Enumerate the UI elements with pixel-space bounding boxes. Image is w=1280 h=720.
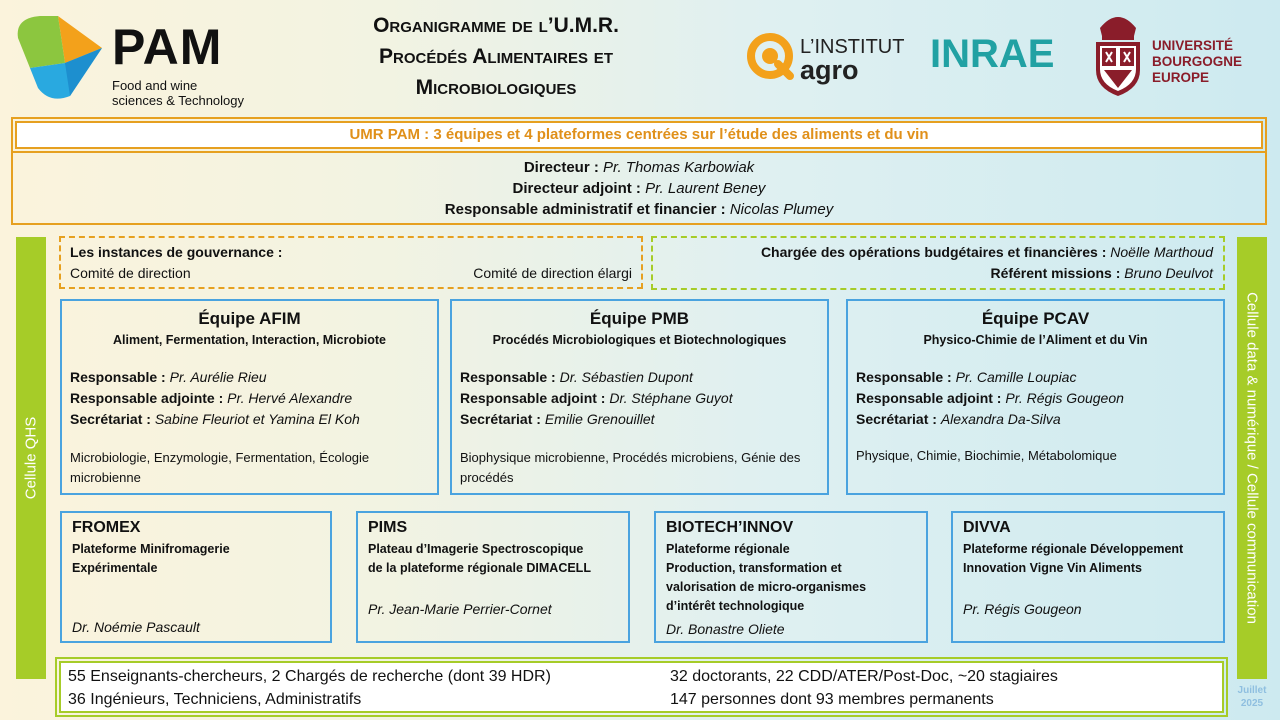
deputy-director-line: Directeur adjoint : Pr. Laurent Beney [512,180,766,197]
governance-item-2: Comité de direction élargi [473,265,632,281]
platform-manager: Dr. Bonastre Oliete [666,621,785,637]
budget-box [651,236,1225,290]
team-people: Responsable : Pr. Camille Loupiac Responsable adjoint : Pr. Régis Gougeon Secrétariat : Alexandra Da-Silva [856,369,1124,427]
platform-pims-box [356,511,630,643]
team-subtitle: Procédés Microbiologiques et Biotechnologiques [492,333,787,347]
team-keywords: Physique, Chimie, Biochimie, Métabolomique [856,448,1117,463]
team-pmb-box [450,299,829,495]
team-people: Responsable : Dr. Sébastien Dupont Responsable adjoint : Dr. Stéphane Guyot Secrétariat : Emilie Grenouillet [460,369,733,427]
director-line: Directeur : Pr. Thomas Karbowiak [523,159,755,176]
cellule-qhs-bar [16,237,46,679]
cellule-qhs-label: Cellule QHS [22,416,40,500]
page-title: Organigramme de l’U.M.R. Procédés Alimentaires et Microbiologiques [373,14,619,99]
platform-description: Plateforme régionale Production, transformation et valorisation de micro-organismes d’intérêt technologique [666,542,867,613]
staff-summary-left: 55 Enseignants-chercheurs, 2 Chargés de recherche (dont 39 HDR) 36 Ingénieurs, Techniciens, Administratifs [68,668,551,708]
platform-biotechinnov-box [654,511,928,643]
platform-divva-box [951,511,1225,643]
direction-box [11,153,1267,225]
pam-logo-subtitle: Food and wine sciences & Technology [112,78,245,108]
governance-box [59,236,643,289]
platform-description: Plateau d’Imagerie Spectroscopique de la plateforme régionale DIMACELL [368,542,591,575]
team-name: Équipe AFIM [198,309,301,328]
platform-name: DIVVA [963,519,1011,536]
platform-manager: Pr. Jean-Marie Perrier-Cornet [368,601,552,617]
team-pcav-box [846,299,1225,495]
document-date: Juillet 2025 [1237,685,1267,709]
platform-description: Plateforme Minifromagerie Expérimentale [72,542,230,575]
pam-logo-icon [10,8,110,103]
cellule-data-label: Cellule data & numérique / Cellule communication [1243,292,1261,624]
staff-summary-right: 32 doctorants, 22 CDD/ATER/Post-Doc, ~20 stagiaires 147 personnes dont 93 membres permanents [670,668,1058,708]
cellule-data-bar [1237,237,1267,679]
team-people: Responsable : Pr. Aurélie Rieu Responsable adjointe : Pr. Hervé Alexandre Secrétariat : Sabine Fleuriot et Yamina El Koh [70,369,360,427]
missions-referent-line: Référent missions : Bruno Deulvot [990,265,1213,281]
admin-manager-line: Responsable administratif et financier : Nicolas Plumey [444,201,834,218]
team-subtitle: Aliment, Fermentation, Interaction, Microbiote [113,333,386,347]
institut-agro-line1: L’INSTITUT [800,36,905,58]
team-afim-box [60,299,439,495]
governance-title: Les instances de gouvernance : [70,244,283,260]
team-keywords: Biophysique microbienne, Procédés microbiens, Génie des procédés [460,450,801,485]
platform-name: BIOTECH’INNOV [666,519,794,536]
university-crest-icon [1090,6,1146,98]
platform-manager: Pr. Régis Gougeon [963,601,1082,617]
team-subtitle: Physico-Chimie de l’Aliment et du Vin [923,333,1148,347]
pam-logo-text: PAM [112,19,223,75]
inrae-logo: INRAE [930,32,1055,76]
institut-agro-line2: agro [800,55,859,85]
governance-item-1: Comité de direction [70,265,191,281]
university-logo-text: UNIVERSITÉ BOURGOGNE EUROPE [1152,38,1243,85]
platform-description: Plateforme régionale Développement Innovation Vigne Vin Aliments [963,542,1184,575]
platform-name: FROMEX [72,519,141,536]
institut-agro-logo-icon [744,30,798,84]
team-name: Équipe PMB [589,309,690,328]
team-name: Équipe PCAV [981,309,1090,328]
umr-banner: UMR PAM : 3 équipes et 4 plateformes centrées sur l’étude des aliments et du vin [15,121,1263,149]
team-keywords: Microbiologie, Enzymologie, Fermentation, Écologie microbienne [70,450,370,485]
platform-name: PIMS [368,519,408,536]
platform-fromex-box [60,511,332,643]
staff-summary [59,661,1224,713]
budget-officer-line: Chargée des opérations budgétaires et financières : Noëlle Marthoud [760,244,1213,260]
platform-manager: Dr. Noémie Pascault [72,619,200,635]
